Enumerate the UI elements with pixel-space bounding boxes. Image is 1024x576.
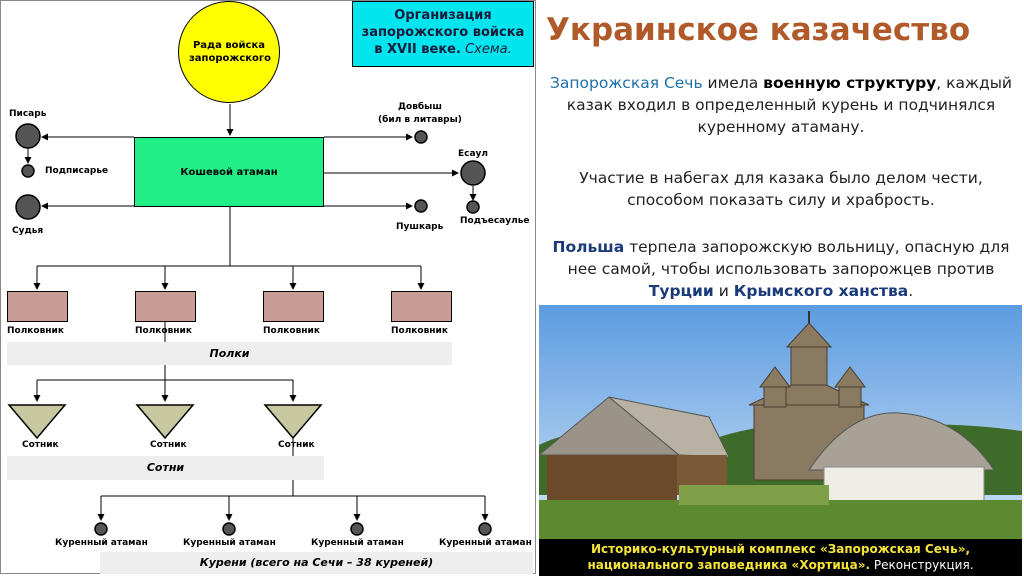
kurennoy-label: Куренный атаман <box>439 538 532 548</box>
podpisarye-label: Подписарье <box>45 166 109 176</box>
esaul-node <box>461 161 485 185</box>
kurennoy-node <box>351 523 363 535</box>
esaul-label: Есаул <box>458 149 489 159</box>
podesaulye-node <box>467 201 479 213</box>
sotnik-label: Сотник <box>278 440 315 450</box>
sotnik-label: Сотник <box>22 440 59 450</box>
title-line1: Организация <box>394 8 492 23</box>
paragraph-poland <box>546 236 1016 302</box>
pisar-node <box>16 124 40 148</box>
polkovnik-label: Полковник <box>7 326 64 336</box>
polkovnik-label: Полковник <box>263 326 320 336</box>
title-line3-italic: Схема. <box>465 42 512 57</box>
sotnik-triangle <box>9 405 65 438</box>
polkovnik-label: Полковник <box>135 326 192 336</box>
p3-text-d: и <box>713 282 734 300</box>
polki-band: Полки <box>7 342 452 365</box>
p3-text-f: . <box>908 282 914 300</box>
council-circle <box>178 1 280 103</box>
pushkar-label: Пушкарь <box>396 222 444 232</box>
paragraph-raids: Участие в набегах для казака было делом чести, способом показать силу и храбрость. <box>579 169 983 209</box>
kurennoy-node <box>479 523 491 535</box>
p3-text-b: терпела запорожскую вольницу, опасную для нее самой, чтобы использовать запорожцев против <box>567 238 1010 278</box>
poland-term: Польша <box>552 238 625 256</box>
pushkar-node <box>415 200 427 212</box>
sudya-label: Судья <box>12 226 44 236</box>
page-title: Украинское казачество <box>546 12 971 48</box>
council-label: Рада войска запорожского <box>189 40 271 64</box>
p1-text-d: , каждый казак входил в определенный курень и подчинялся куренному атаману. <box>566 74 1013 136</box>
sotni-band: Сотни <box>7 456 324 480</box>
sudya-node <box>16 195 40 219</box>
sotnik-triangle <box>265 405 321 438</box>
kurennoy-label: Куренный атаман <box>55 538 148 548</box>
dovbysh-label-2: (бил в литавры) <box>378 115 462 125</box>
sotnik-label: Сотник <box>150 440 187 450</box>
polk-box <box>135 291 196 322</box>
caption-suffix: Реконструкция. <box>870 558 974 572</box>
polk-box <box>7 291 68 322</box>
koshevoy-box <box>134 137 324 207</box>
title-line3-bold: в XVII веке. <box>374 42 461 57</box>
sech-term: Запорожская Сечь <box>549 74 703 92</box>
kurennoy-node <box>223 523 235 535</box>
polkovnik-label: Полковник <box>391 326 448 336</box>
podesaulye-label: Подъесаулье <box>460 216 530 226</box>
caption-main: Историко-культурный комплекс «Запорожская Сечь», национального заповедника «Хортица». <box>587 542 971 572</box>
dovbysh-node <box>415 131 427 143</box>
p1-text-b: имела <box>702 74 764 92</box>
sotnik-triangle <box>137 405 193 438</box>
polk-box <box>263 291 324 322</box>
podpisarye-node <box>22 165 34 177</box>
crimea-term: Крымского ханства <box>733 282 909 300</box>
kureni-band: Курени (всего на Сечи – 38 куреней) <box>100 552 533 574</box>
dovbysh-label-1: Довбыш <box>398 102 442 112</box>
sech-photo <box>539 305 1022 539</box>
turkey-term: Турции <box>648 282 714 300</box>
pisar-label: Писарь <box>9 109 47 119</box>
koshevoy-label: Кошевой атаман <box>180 166 278 178</box>
kurennoy-label: Куренный атаман <box>183 538 276 548</box>
polk-box <box>391 291 452 322</box>
title-line2: запорожского войска <box>361 25 525 40</box>
photo-caption <box>539 539 1022 576</box>
diagram-title-box <box>352 1 534 67</box>
paragraph-structure <box>546 72 1016 138</box>
military-structure-term: военную структуру <box>763 74 937 92</box>
kurennoy-label: Куренный атаман <box>311 538 404 548</box>
kurennoy-node <box>95 523 107 535</box>
